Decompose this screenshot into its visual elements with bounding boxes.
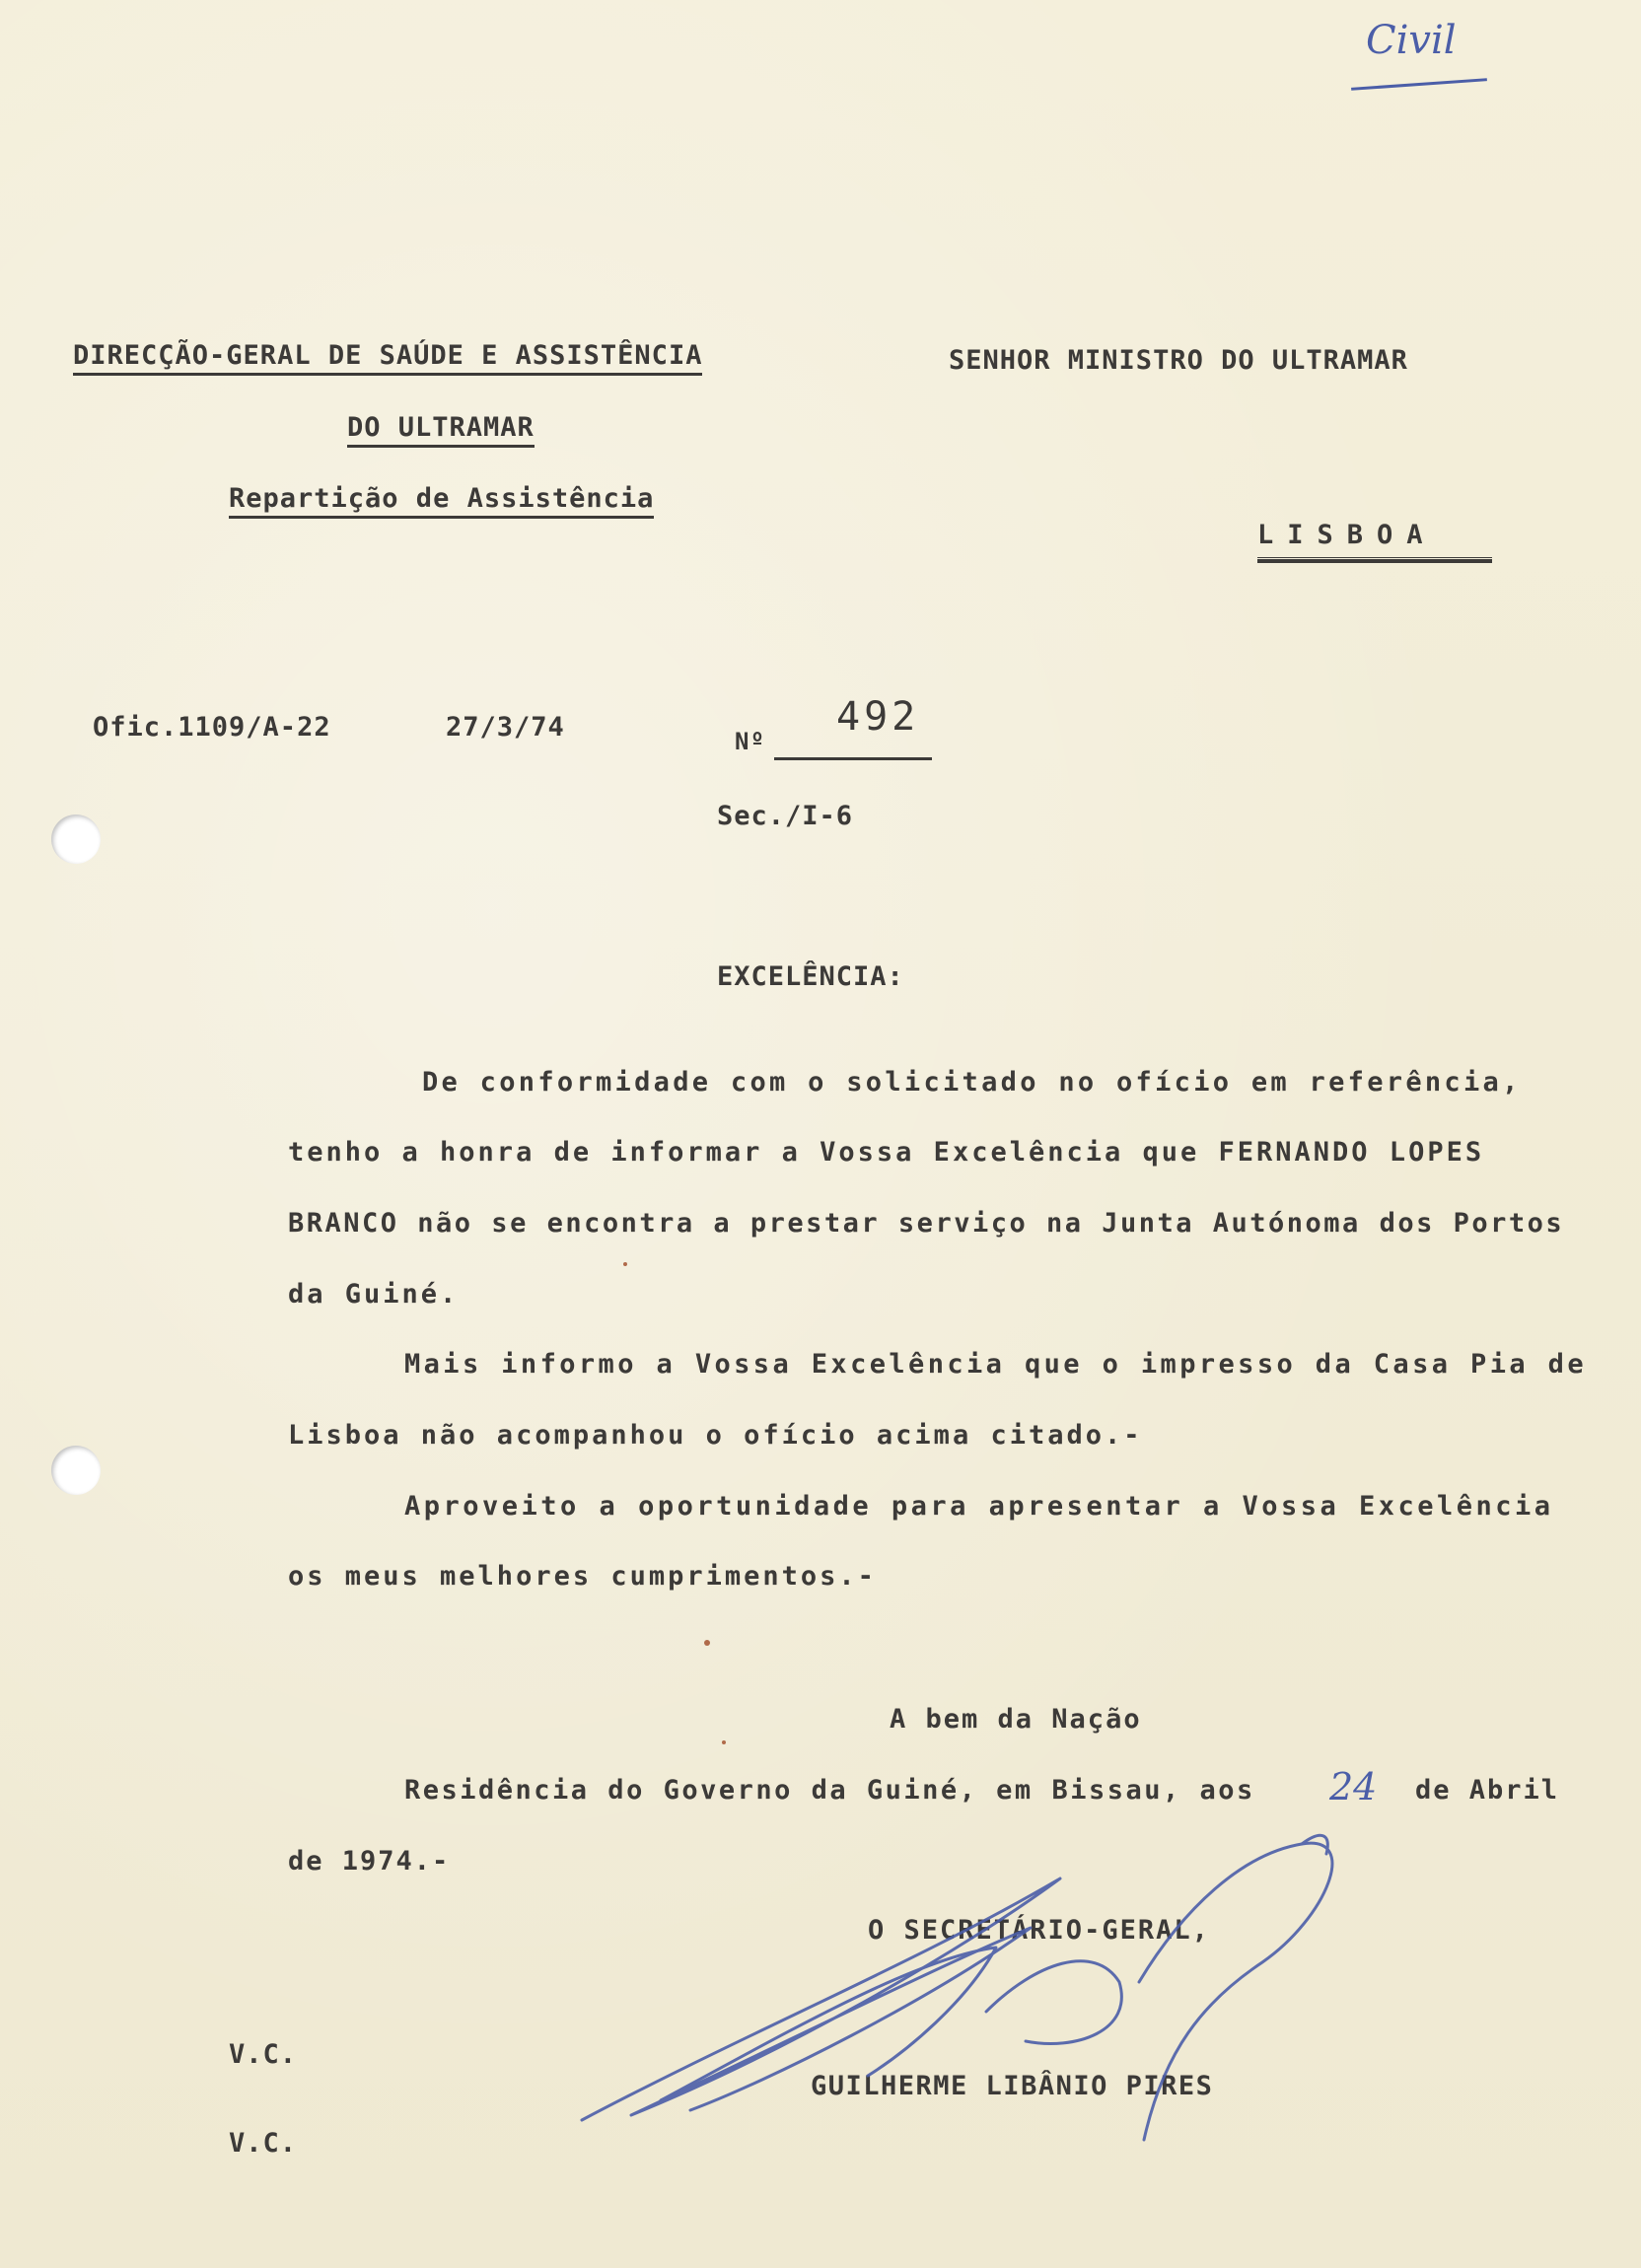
closing-place: Residência do Governo da Guiné, em Bissau, aos (404, 1775, 1255, 1806)
office-date: 27/3/74 (446, 712, 565, 743)
org-line-2: DO ULTRAMAR (347, 412, 535, 448)
body-line-3: BRANCO não se encontra a prestar serviço na Junta Autónoma dos Portos (288, 1208, 1565, 1239)
punch-hole-top (51, 815, 101, 864)
number-value: 492 (836, 694, 920, 740)
department: Repartição de Assistência (229, 483, 654, 519)
salutation: EXCELÊNCIA: (717, 961, 904, 992)
body-line-8: os meus melhores cumprimentos.- (288, 1561, 877, 1592)
city: LISBOA (1257, 520, 1437, 550)
body-line-4: da Guiné. (288, 1279, 460, 1310)
closing-motto: A bem da Nação (890, 1704, 1142, 1735)
signatory-name: GUILHERME LIBÂNIO PIRES (811, 2071, 1214, 2101)
addressee: SENHOR MINISTRO DO ULTRAMAR (949, 345, 1408, 376)
margin-note: Civil (1366, 18, 1457, 63)
initials-1: V.C. (229, 2039, 298, 2070)
body-line-7: Aproveito a oportunidade para apresentar a Vossa Excelência (404, 1491, 1554, 1522)
org-line-1: DIRECÇÃO-GERAL DE SAÚDE E ASSISTÊNCIA (73, 340, 702, 376)
office-reference: Ofic.1109/A-22 (93, 712, 331, 743)
body-line-2: tenho a honra de informar a Vossa Excelência que FERNANDO LOPES (288, 1137, 1485, 1168)
initials-2: V.C. (229, 2128, 298, 2159)
paper-speck (704, 1640, 710, 1646)
section-reference: Sec./I-6 (717, 801, 854, 831)
closing-year: de 1974.- (288, 1846, 451, 1877)
number-label: Nº (735, 728, 765, 755)
signatory-title: O SECRETÁRIO-GERAL, (868, 1915, 1210, 1946)
paper-speck (623, 1262, 627, 1266)
body-line-1: De conformidade com o solicitado no ofício em referência, (422, 1067, 1522, 1098)
paper-speck (722, 1740, 726, 1744)
body-line-5: Mais informo a Vossa Excelência que o impresso da Casa Pia de (404, 1349, 1587, 1380)
closing-day: 24 (1329, 1765, 1378, 1808)
closing-month: de Abril (1415, 1775, 1560, 1806)
body-line-6: Lisboa não acompanhou o ofício acima citado.- (288, 1420, 1143, 1451)
punch-hole-bottom (51, 1446, 101, 1495)
